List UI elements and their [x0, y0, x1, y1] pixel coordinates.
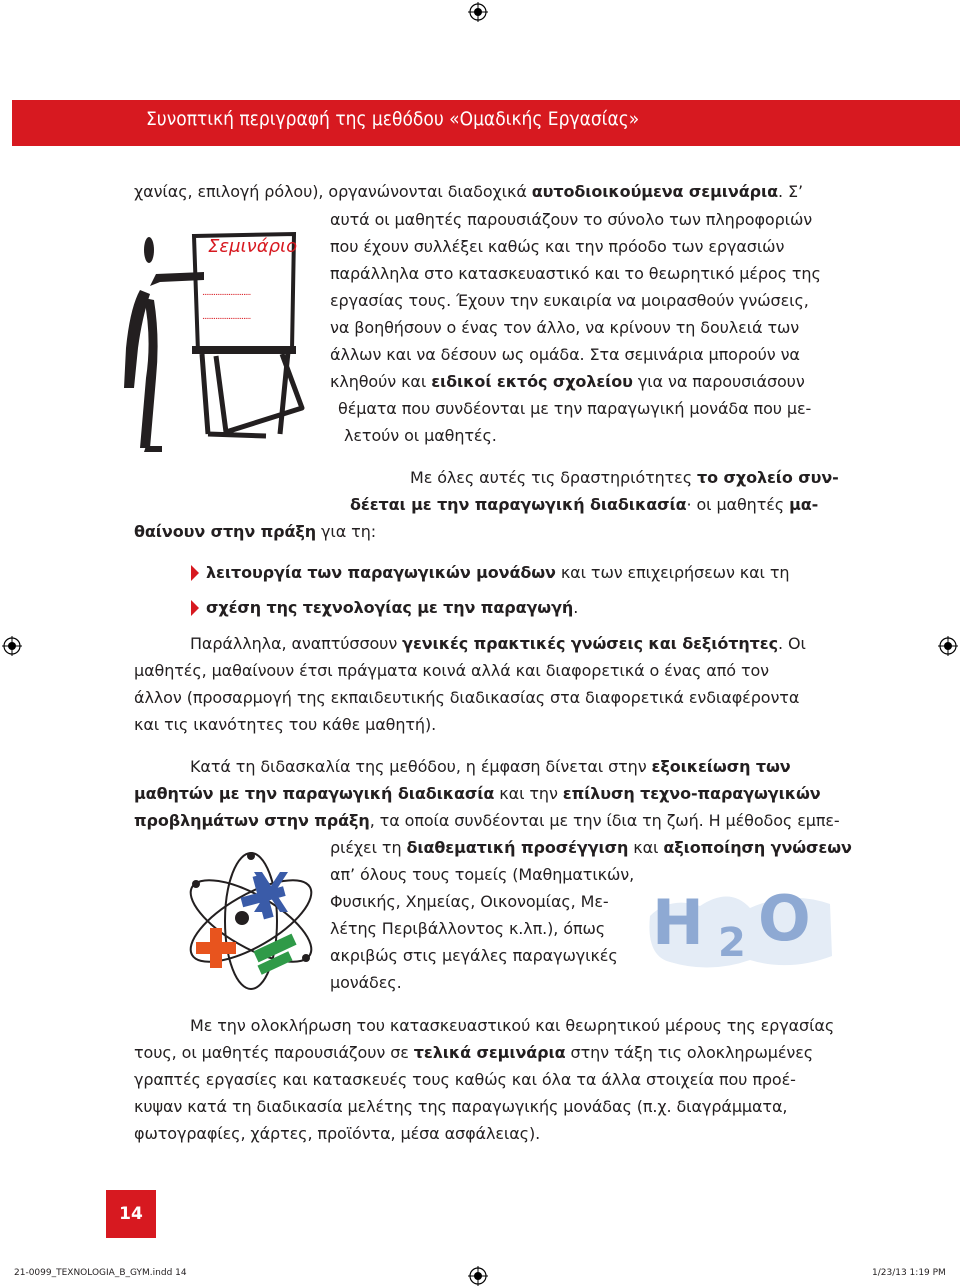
text-line: παράλληλα στο κατασκευαστικό και το θεωρητικό μέρος της — [330, 264, 821, 283]
bullet-item: λειτουργία των παραγωγικών μονάδων και των επιχειρήσεων και τη — [206, 563, 790, 582]
text-line: μαθητών με την παραγωγική διαδικασία και την επίλυση τεχνο-παραγωγικών — [134, 784, 821, 803]
text-line: αυτά οι μαθητές παρουσιάζουν το σύνολο των πληροφοριών — [330, 210, 813, 229]
page-number: 14 — [106, 1190, 156, 1238]
text-line: κληθούν και ειδικοί εκτός σχολείου για να παρουσιάσουν — [330, 372, 805, 391]
sign-dots-line: .......................... — [202, 288, 251, 298]
text-line: εργασίας τους. Έχουν την ευκαιρία να μοιρασθούν γνώσεις, — [330, 291, 809, 310]
h2o-o: O — [758, 882, 811, 955]
h2o-subscript: 2 — [718, 920, 746, 966]
seminar-illustration — [116, 228, 306, 478]
h2o-h: H — [652, 886, 704, 959]
text-line: που έχουν συλλέξει καθώς και την πρόοδο των εργασιών — [330, 237, 785, 256]
registration-mark-icon — [468, 2, 488, 22]
registration-mark-icon — [2, 636, 22, 656]
text-line: δέεται με την παραγωγική διαδικασία· οι μαθητές μα- — [350, 495, 819, 514]
text-line: ριέχει τη διαθεματική προσέγγιση και αξιοποίηση γνώσεων — [330, 838, 852, 857]
text-line: φωτογραφίες, χάρτες, προϊόντα, μέσα ασφάλειας). — [134, 1124, 541, 1143]
h2o-illustration — [640, 876, 840, 976]
text-line: Κατά τη διδασκαλία της μεθόδου, η έμφαση δίνεται στην εξοικείωση των — [190, 757, 791, 776]
atom-math-symbols-icon — [176, 846, 326, 996]
text-line: λετούν οι μαθητές. — [344, 426, 497, 445]
text-line: γραπτές εργασίες και κατασκευές τους καθώς και όλα τα άλλα στοιχεία που προέ- — [134, 1070, 796, 1089]
text-line: προβλημάτων στην πράξη, τα οποία συνδέονται με την ίδια τη ζωή. Η μέθοδος εμπε- — [134, 811, 840, 830]
text-line: άλλον (προσαρμογή της εκπαιδευτικής διαδικασίας στα διαφορετικά ενδιαφέροντα — [134, 688, 800, 707]
footer-file: 21-0099_TEXNOLOGIA_B_GYM.indd 14 — [14, 1268, 187, 1278]
bullet-arrow-icon — [190, 565, 200, 581]
sign-dots-line: .......................... — [202, 312, 251, 322]
registration-mark-icon — [938, 636, 958, 656]
text-line: και τις ικανότητες του κάθε μαθητή). — [134, 715, 437, 734]
presenter-easel-icon — [116, 228, 306, 478]
text-line: άλλων και να δέσουν ως ομάδα. Στα σεμινάρια μπορούν να — [330, 345, 800, 364]
footer-date: 1/23/13 1:19 PM — [872, 1268, 946, 1278]
text-line: Με όλες αυτές τις δραστηριότητες το σχολείο συν- — [410, 468, 839, 487]
text-line: Παράλληλα, αναπτύσσουν γενικές πρακτικές γνώσεις και δεξιότητες. Οι — [190, 634, 806, 653]
section-header-bar — [12, 100, 960, 146]
sign-label: Σεμινάριο — [208, 236, 298, 257]
text-line: χανίας, επιλογή ρόλου), οργανώνονται διαδοχικά αυτοδιοικούμενα σεμινάρια. Σ’ — [134, 182, 803, 201]
text-line: κυψαν κατά τη διαδικασία μελέτης της παραγωγικής μονάδας (π.χ. διαγράμματα, — [134, 1097, 788, 1116]
text-line: μονάδες. — [330, 973, 402, 992]
section-title: Συνοπτική περιγραφή της μεθόδου «Ομαδικής Εργασίας» — [146, 108, 640, 130]
text-line: τους, οι μαθητές παρουσιάζουν σε τελικά σεμινάρια στην τάξη τις ολοκληρωμένες — [134, 1043, 814, 1062]
bullet-item: σχέση της τεχνολογίας με την παραγωγή. — [206, 598, 579, 617]
text-line: μαθητές, μαθαίνουν έτσι πράγματα κοινά αλλά και διαφορετικά ο ένας από τον — [134, 661, 770, 680]
text-line: να βοηθήσουν ο ένας τον άλλο, να κρίνουν τη δουλειά των — [330, 318, 800, 337]
registration-mark-icon — [468, 1266, 488, 1286]
text-line: θέματα που συνδέονται με την παραγωγική μονάδα που με- — [338, 399, 812, 418]
text-line: απ’ όλους τους τομείς (Μαθηματικών, — [330, 865, 635, 884]
text-line: λέτης Περιβάλλοντος κ.λπ.), όπως — [330, 919, 606, 938]
text-line: Με την ολοκλήρωση του κατασκευαστικού και θεωρητικού μέρους της εργασίας — [190, 1016, 835, 1035]
text-line: θαίνουν στην πράξη για τη: — [134, 522, 377, 541]
text-line: ακριβώς στις μεγάλες παραγωγικές — [330, 946, 618, 965]
bullet-arrow-icon — [190, 600, 200, 616]
text-line: Φυσικής, Χημείας, Οικονομίας, Με- — [330, 892, 609, 911]
